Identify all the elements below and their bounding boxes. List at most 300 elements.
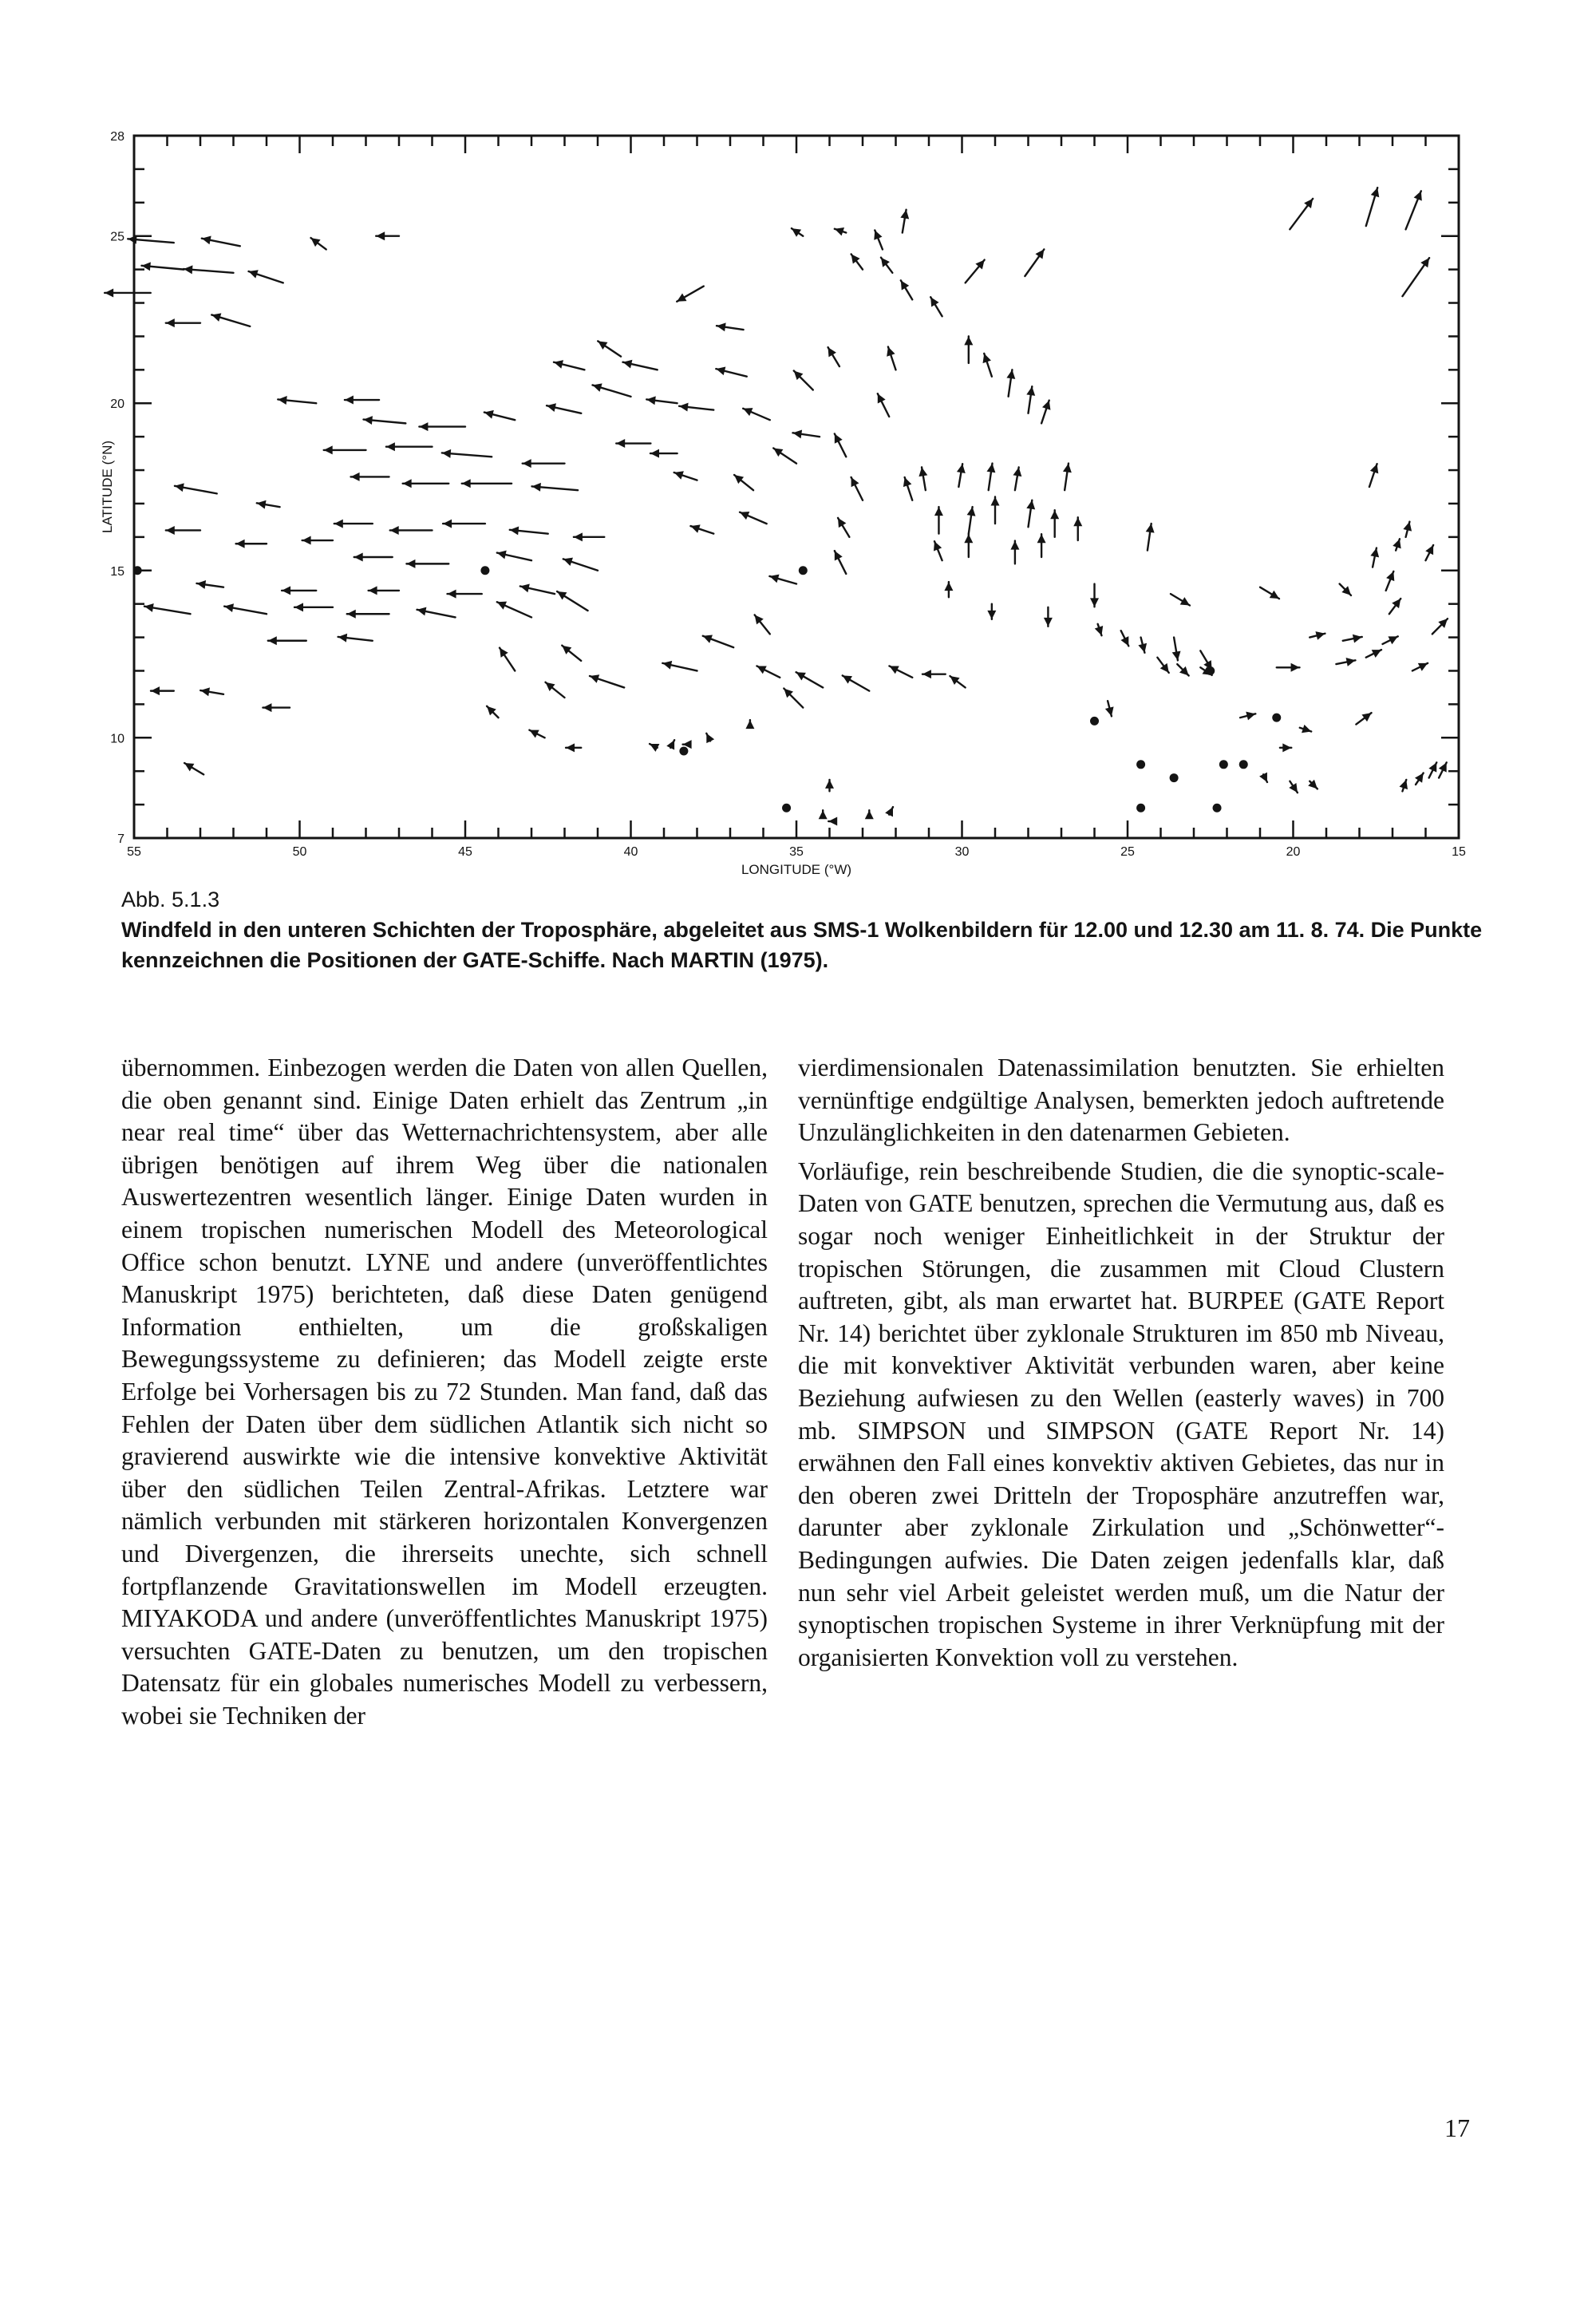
wind-vector-head — [967, 507, 976, 516]
wind-vector-head — [1403, 522, 1412, 532]
wind-vector-head — [151, 686, 160, 695]
wind-vector — [957, 464, 966, 487]
ship-position-dot — [1239, 760, 1248, 769]
wind-vector — [983, 354, 992, 377]
wind-vector-head — [224, 603, 234, 612]
wind-vector — [1090, 584, 1099, 607]
wind-vector — [1389, 599, 1400, 614]
wind-vector — [1406, 191, 1422, 229]
wind-vector — [843, 675, 870, 690]
wind-vector — [986, 464, 995, 491]
wind-vector-head — [462, 479, 471, 488]
wind-vector-head — [547, 403, 556, 412]
wind-vector — [557, 591, 587, 611]
wind-vector — [967, 507, 976, 534]
wind-vector — [1343, 635, 1362, 643]
wind-vector — [338, 634, 373, 642]
wind-vector — [1280, 743, 1291, 752]
wind-vector — [224, 603, 267, 614]
wind-vector-head — [865, 810, 874, 819]
wind-vector-head — [792, 429, 802, 438]
wind-vector-head — [1246, 712, 1255, 721]
wind-vector — [792, 429, 820, 438]
wind-vector-head — [934, 507, 943, 516]
wind-vector-head — [1400, 780, 1408, 789]
wind-vector-head — [881, 258, 890, 267]
wind-vector-head — [354, 553, 363, 562]
y-tick-label: 28 — [110, 130, 124, 144]
wind-vector — [1336, 658, 1355, 666]
wind-vector-head — [282, 586, 290, 595]
wind-vector-head — [903, 477, 911, 487]
wind-vector — [944, 582, 953, 597]
wind-vector-head — [202, 235, 211, 244]
ship-position-dot — [133, 566, 142, 575]
wind-vector-head — [1146, 524, 1155, 533]
wind-vector — [351, 472, 389, 481]
wind-vector — [838, 518, 849, 537]
wind-vector-head — [1282, 743, 1291, 752]
wind-vector-head — [144, 603, 154, 612]
wind-vector — [792, 228, 803, 237]
wind-vector — [757, 666, 780, 677]
wind-vector-head — [1026, 500, 1035, 510]
wind-vector-head — [1138, 643, 1147, 653]
wind-vector — [1403, 522, 1412, 537]
wind-vector — [1386, 571, 1395, 591]
wind-vector-head — [563, 558, 573, 566]
wind-vector — [1259, 773, 1267, 782]
wind-vector-head — [1291, 663, 1300, 672]
wind-vector — [497, 602, 531, 618]
wind-vector-head — [166, 526, 175, 535]
wind-vector-head — [200, 687, 210, 696]
wind-vector — [885, 807, 893, 816]
wind-vector — [1138, 638, 1147, 653]
wind-vector-head — [792, 228, 801, 237]
wind-vector — [934, 541, 942, 560]
wind-vector-head — [717, 322, 726, 331]
wind-vector-head — [406, 559, 415, 568]
wind-vector-head — [484, 410, 494, 419]
wind-vector — [918, 467, 927, 490]
wind-vector — [1240, 712, 1255, 721]
wind-vector — [1063, 464, 1072, 491]
wind-vector-head — [1090, 598, 1099, 607]
wind-vector-head — [828, 817, 837, 826]
wind-vector-head — [369, 586, 377, 595]
wind-vector — [566, 743, 581, 752]
wind-vector-head — [1063, 464, 1072, 473]
wind-vector — [547, 403, 581, 413]
wind-vector — [105, 288, 151, 297]
figure-caption — [121, 884, 1510, 975]
wind-vector — [1026, 386, 1035, 413]
x-tick-label: 15 — [1452, 845, 1466, 859]
ship-position-dot — [679, 747, 688, 756]
wind-vector-head — [574, 532, 583, 541]
ship-position-dot — [1206, 666, 1215, 675]
wind-vector — [324, 445, 366, 454]
wind-vector — [623, 360, 658, 370]
wind-vector — [563, 558, 598, 571]
x-tick-label: 40 — [623, 845, 638, 859]
wind-vector-head — [991, 496, 1000, 505]
wind-vector — [390, 526, 433, 535]
wind-vector — [690, 524, 713, 533]
wind-vector-head — [1050, 510, 1059, 519]
wind-vector — [562, 646, 581, 661]
wind-vector — [835, 551, 846, 574]
wind-vector-head — [268, 636, 277, 645]
wind-vector — [662, 661, 697, 671]
ship-position-dot — [480, 566, 489, 575]
wind-vector — [865, 810, 874, 819]
ship-position-dot — [1213, 804, 1222, 813]
wind-vector — [755, 615, 770, 634]
wind-vector — [236, 540, 267, 548]
wind-vector — [934, 507, 943, 534]
wind-vector — [175, 483, 217, 493]
wind-vector-head — [1010, 541, 1019, 550]
wind-vector-head — [105, 288, 113, 297]
wind-vector — [364, 416, 406, 425]
wind-vector — [278, 396, 316, 405]
wind-vector — [1120, 631, 1128, 646]
paragraph: vierdimensionalen Datenassimilation benutzten. Sie erhielten vernünftige endgültige Analysen, bemerkten jedoch auftretende Unzulänglichkeiten in den datenarmen Gebieten. — [798, 1054, 1444, 1147]
wind-vector — [487, 706, 498, 718]
axis-ticks — [134, 136, 1459, 838]
wind-vector — [1037, 534, 1046, 557]
wind-vector-head — [403, 479, 412, 488]
wind-vector — [1025, 249, 1044, 276]
wind-vector-head — [249, 270, 259, 278]
wind-vector — [419, 422, 465, 431]
x-axis-label: LONGITUDE (°W) — [741, 862, 852, 877]
wind-vector — [674, 471, 697, 480]
body-column-left — [121, 1052, 768, 1738]
wind-vector — [677, 287, 704, 302]
wind-vector — [311, 238, 326, 249]
wind-vector-head — [419, 422, 428, 431]
wind-vector — [523, 459, 565, 468]
wind-vector-head — [745, 720, 754, 729]
wind-vector — [263, 703, 290, 712]
wind-vector-head — [987, 611, 996, 619]
wind-vector-head — [500, 648, 508, 658]
wind-vector — [1260, 587, 1279, 599]
wind-vector — [1013, 467, 1021, 490]
wind-vector — [520, 584, 555, 595]
wind-vector — [1370, 548, 1379, 567]
wind-vector — [1400, 780, 1408, 791]
wind-vector-head — [257, 500, 267, 509]
y-tick-label: 7 — [117, 832, 124, 846]
wind-vector — [1393, 539, 1400, 550]
wind-vector — [500, 648, 515, 671]
wind-vector-head — [1315, 631, 1325, 640]
wind-vector — [874, 230, 883, 249]
wind-vector — [1095, 624, 1103, 635]
wind-vector — [598, 341, 621, 356]
wind-vector — [144, 603, 191, 614]
wind-vector-head — [294, 603, 303, 611]
wind-vector — [1308, 780, 1317, 789]
wind-vector-head — [376, 231, 385, 240]
wind-vector-head — [690, 524, 700, 532]
wind-vector — [716, 366, 746, 376]
wind-vector-head — [263, 703, 271, 712]
wind-vector — [406, 559, 448, 568]
wind-vector — [1171, 594, 1190, 605]
wind-vector-head — [825, 780, 834, 789]
wind-vector-head — [347, 610, 356, 619]
wind-vector-head — [716, 366, 725, 375]
wind-vector — [334, 520, 373, 528]
wind-vector-head — [128, 235, 136, 244]
wind-vector-head — [351, 472, 360, 481]
wind-vector — [1277, 663, 1300, 672]
wind-vector-head — [196, 580, 206, 589]
wind-vector-head — [1361, 713, 1371, 722]
wind-vector-head — [964, 336, 973, 345]
wind-vector-head — [1370, 548, 1379, 558]
wind-vector-head — [324, 445, 333, 454]
wind-vector — [1177, 664, 1188, 675]
wind-vector — [1402, 258, 1429, 296]
wind-vector — [1289, 781, 1298, 793]
wind-vector — [950, 676, 965, 687]
wind-vector — [1006, 370, 1015, 397]
wind-vector-head — [345, 396, 354, 405]
wind-vector — [1439, 762, 1447, 777]
wind-vector — [703, 635, 733, 647]
wind-vector — [184, 265, 233, 274]
wind-vector — [734, 475, 753, 490]
wind-vector-head — [1160, 663, 1169, 673]
x-tick-label: 25 — [1120, 845, 1135, 859]
wind-vector — [1428, 762, 1436, 777]
wind-vector — [1146, 524, 1155, 551]
wind-vector — [184, 763, 203, 774]
wind-vector-head — [922, 670, 931, 678]
wind-vector — [745, 720, 754, 729]
wind-vector-head — [566, 743, 575, 752]
wind-vector — [1366, 188, 1380, 226]
ship-position-dot — [1170, 773, 1179, 782]
wind-vector — [1073, 517, 1082, 540]
wind-vector — [1432, 619, 1448, 634]
wind-vector-head — [623, 360, 633, 369]
wind-vector-head — [1289, 783, 1298, 793]
y-tick-label: 20 — [110, 397, 124, 412]
wind-vector — [717, 322, 744, 331]
x-tick-labels — [127, 845, 1466, 859]
wind-vector-head — [386, 442, 395, 451]
x-tick-label: 35 — [789, 845, 804, 859]
wind-vector-head — [1073, 517, 1082, 526]
wind-vector-head — [1042, 401, 1050, 410]
wind-vector — [964, 336, 973, 363]
wind-vector — [282, 586, 316, 595]
wind-vector — [1026, 500, 1035, 528]
wind-vector — [484, 410, 515, 420]
wind-vector — [1310, 631, 1325, 640]
wind-vector — [966, 260, 985, 283]
wind-vector-head — [598, 341, 607, 350]
wind-vector — [1369, 464, 1378, 487]
y-tick-label: 25 — [110, 230, 124, 244]
wind-vector — [593, 383, 631, 397]
wind-vector — [554, 360, 584, 370]
wind-vector-head — [1172, 651, 1181, 661]
wind-vector — [706, 733, 714, 743]
wind-vector — [835, 227, 846, 235]
wind-vector — [887, 347, 895, 370]
wind-vector-head — [674, 471, 684, 479]
wind-vector — [889, 666, 912, 677]
wind-vector — [1041, 401, 1050, 424]
y-tick-label: 15 — [110, 564, 124, 579]
wind-vectors — [105, 188, 1448, 825]
wind-vector — [1366, 650, 1381, 658]
wind-vector-head — [442, 449, 451, 458]
wind-vector-head — [1304, 199, 1313, 208]
wind-vector — [141, 262, 184, 271]
wind-vector-head — [236, 540, 245, 548]
wind-vector — [1356, 713, 1371, 724]
wind-vector-head — [1346, 658, 1356, 666]
wind-vector — [987, 604, 996, 619]
wind-vector — [796, 672, 824, 687]
wind-vector — [546, 682, 565, 698]
wind-vector-head — [1095, 626, 1103, 635]
wind-vector — [1157, 658, 1168, 673]
wind-vector — [773, 448, 796, 463]
wind-vector-head — [1037, 534, 1046, 543]
wind-vector — [354, 553, 393, 562]
ship-position-dot — [1090, 717, 1099, 726]
wind-vector — [1425, 545, 1433, 560]
wind-vector-head — [986, 464, 995, 473]
wind-vector-head — [819, 810, 828, 819]
wind-vector-head — [835, 227, 844, 235]
wind-vector-head — [1302, 725, 1311, 733]
wind-vector — [347, 610, 389, 619]
wind-vector-head — [390, 526, 399, 535]
wind-vector — [386, 442, 433, 451]
wind-vector — [257, 500, 280, 509]
wind-vector-head — [887, 347, 895, 357]
wind-vector — [403, 479, 449, 488]
wind-vector-head — [364, 416, 373, 425]
ship-position-dot — [1136, 804, 1145, 813]
wind-vector — [769, 575, 796, 584]
wind-vector-head — [532, 483, 541, 492]
wind-vector-head — [773, 448, 783, 457]
wind-vector — [202, 235, 240, 246]
wind-vector-head — [918, 467, 927, 476]
wind-vector-head — [311, 238, 321, 247]
x-tick-label: 30 — [954, 845, 970, 859]
wind-vector-head — [900, 210, 909, 219]
wind-vector-head — [417, 607, 427, 616]
wind-vector — [901, 280, 912, 299]
wind-vector — [376, 231, 399, 240]
wind-vector-head — [523, 459, 531, 468]
x-tick-label: 55 — [127, 845, 141, 859]
wind-vector — [819, 810, 828, 819]
wind-vector — [211, 313, 250, 326]
wind-vector-head — [302, 536, 311, 545]
wind-vector — [268, 636, 306, 645]
wind-vector-head — [944, 582, 953, 591]
wind-vector-head — [957, 464, 966, 473]
wind-vector-head — [1035, 249, 1044, 259]
wind-vector-head — [166, 318, 175, 327]
ship-position-dot — [1272, 714, 1281, 722]
y-axis-label: LATITUDE (°N) — [100, 440, 115, 534]
wind-vector — [679, 403, 713, 412]
wind-vector-head — [1392, 599, 1400, 608]
wind-vector-head — [1044, 618, 1053, 627]
wind-vector — [794, 370, 813, 389]
wind-vector — [922, 670, 946, 678]
wind-vector — [574, 532, 604, 541]
wind-vector — [835, 433, 846, 457]
wind-vector-head — [983, 354, 991, 363]
wind-vector-head — [443, 520, 452, 528]
wind-vector — [166, 318, 200, 327]
wind-vector — [1412, 663, 1428, 671]
wind-vector — [1300, 725, 1311, 733]
wind-vector — [529, 730, 544, 738]
wind-vector-head — [1415, 773, 1424, 783]
wind-vector — [851, 254, 863, 269]
wind-vector-head — [964, 534, 973, 543]
wind-vector-head — [1393, 539, 1400, 548]
wind-vector — [369, 586, 399, 595]
wind-vector — [1383, 636, 1398, 644]
wind-vector — [1415, 773, 1424, 785]
wind-field-chart — [96, 112, 1500, 910]
wind-vector — [991, 496, 1000, 524]
wind-vector — [1172, 638, 1181, 661]
wind-vector — [646, 396, 677, 405]
wind-vector-head — [175, 483, 184, 492]
ship-position-dot — [1219, 760, 1228, 769]
y-tick-label: 10 — [110, 732, 124, 746]
wind-vector — [345, 396, 379, 405]
wind-vector — [881, 258, 892, 273]
wind-vector — [650, 744, 659, 752]
x-tick-label: 45 — [458, 845, 472, 859]
ship-position-dot — [782, 804, 791, 813]
ship-position-dot — [1136, 760, 1145, 769]
wind-vector — [743, 408, 770, 420]
wind-vector-head — [1026, 386, 1035, 396]
wind-vector — [532, 483, 579, 492]
wind-vector — [878, 393, 889, 417]
wind-vector-head — [851, 254, 860, 263]
ship-positions — [133, 566, 1282, 813]
wind-vector-head — [662, 661, 672, 670]
wind-vector — [196, 580, 223, 589]
wind-vector — [784, 689, 803, 708]
body-column-right — [798, 1052, 1444, 1680]
wind-vector — [666, 740, 674, 749]
wind-vector-head — [1105, 706, 1114, 716]
